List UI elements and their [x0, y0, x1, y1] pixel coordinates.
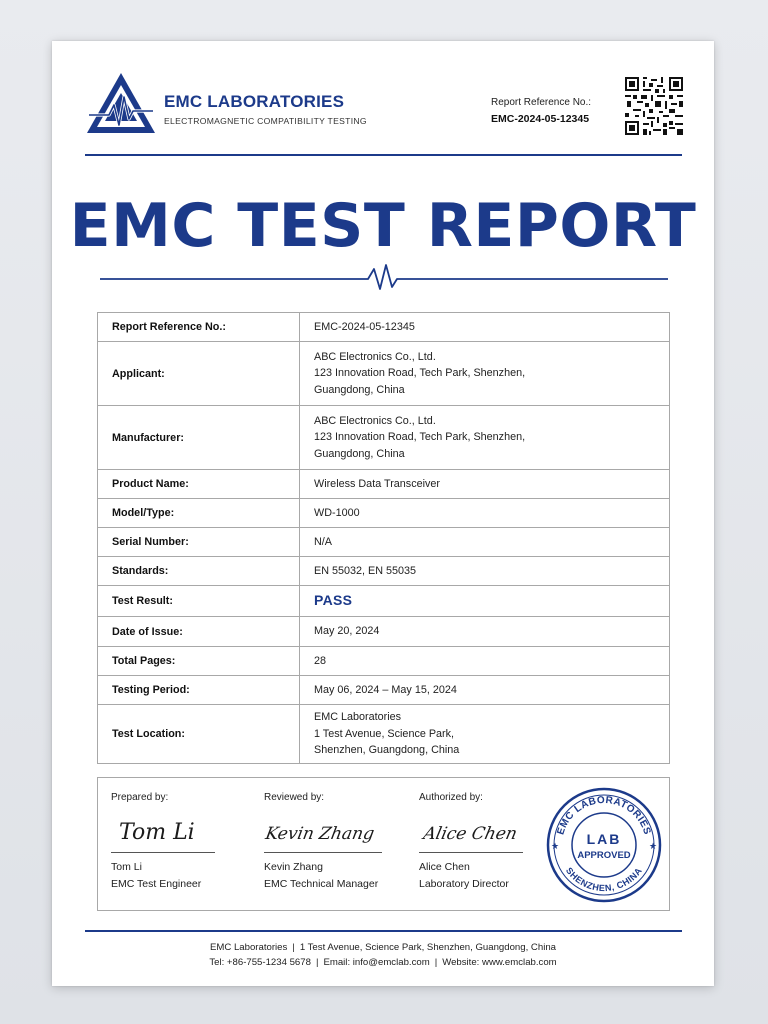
header-divider — [85, 154, 682, 156]
footer-website: Website: www.emclab.com — [442, 957, 557, 968]
field-value: 28 — [300, 647, 670, 676]
table-row — [98, 342, 670, 406]
field-value: N/A — [300, 528, 670, 557]
field-value: WD-1000 — [300, 499, 670, 528]
field-value: EN 55032, EN 55035 — [300, 557, 670, 586]
prepared-signature — [111, 809, 251, 849]
reviewed-signature — [264, 809, 404, 849]
preparer-role: EMC Test Engineer — [111, 878, 202, 890]
table-row — [98, 647, 670, 676]
svg-text:APPROVED: APPROVED — [577, 850, 631, 861]
field-value — [300, 586, 670, 617]
authorizer-role: Laboratory Director — [419, 878, 509, 890]
authorized-by-block — [419, 792, 559, 890]
field-value: May 20, 2024 — [300, 617, 670, 647]
header-ref-label: Report Reference No.: — [491, 97, 592, 108]
field-label: Manufacturer: — [98, 406, 300, 470]
table-row — [98, 470, 670, 499]
table-row — [98, 406, 670, 470]
reviewer-role: EMC Technical Manager — [264, 878, 379, 890]
svg-text:★: ★ — [648, 841, 658, 851]
authorized-signature — [419, 809, 559, 849]
field-value: ABC Electronics Co., Ltd. 123 Innovation Road, Tech Park, Shenzhen, Guangdong, China — [300, 406, 670, 470]
prepared-by-label: Prepared by: — [111, 792, 169, 803]
footer-phone: Tel: +86-755-1234 5678 — [209, 957, 311, 968]
svg-text:EMC LABORATORIES: EMC LABORATORIES — [555, 794, 653, 837]
table-row — [98, 528, 670, 557]
signature-line — [111, 852, 215, 853]
footer-address: EMC Laboratories | 1 Test Avenue, Science Park, Shenzhen, Guangdong, China — [209, 942, 557, 953]
lab-logo-icon — [85, 71, 157, 135]
field-value: Wireless Data Transceiver — [300, 470, 670, 499]
footer-lab-name: EMC Laboratories — [209, 942, 288, 953]
field-label: Serial Number: — [98, 528, 300, 557]
reviewed-by-label: Reviewed by: — [264, 792, 325, 803]
field-label: Test Location: — [98, 705, 300, 764]
report-title: EMC TEST REPORT — [69, 191, 697, 261]
field-label: Testing Period: — [98, 676, 300, 705]
reviewed-by-block — [264, 792, 404, 890]
field-label: Standards: — [98, 557, 300, 586]
table-row — [98, 313, 670, 342]
field-label: Applicant: — [98, 342, 300, 406]
authorizer-name: Alice Chen — [419, 861, 470, 873]
field-value: EMC-2024-05-12345 — [300, 313, 670, 342]
table-row — [98, 676, 670, 705]
field-label: Date of Issue: — [98, 617, 300, 647]
table-row — [98, 557, 670, 586]
prepared-by-block — [111, 792, 251, 890]
footer-address-text: 1 Test Avenue, Science Park, Shenzhen, Guangdong, China — [299, 942, 557, 953]
svg-text:LAB: LAB — [586, 831, 622, 847]
waveform-divider-icon — [100, 263, 668, 293]
field-value: May 06, 2024 – May 15, 2024 — [300, 676, 670, 705]
table-row — [98, 617, 670, 647]
lab-subtitle: ELECTROMAGNETIC COMPATIBILITY TESTING — [164, 116, 367, 126]
field-label: Test Result: — [98, 586, 300, 617]
qr-code-icon — [625, 77, 683, 135]
table-row — [98, 586, 670, 617]
signature-line — [264, 852, 382, 853]
signature-section — [97, 777, 670, 911]
header-ref-value: EMC-2024-05-12345 — [491, 113, 590, 125]
field-label: Total Pages: — [98, 647, 300, 676]
footer-contacts: Tel: +86-755-1234 5678 | Email: info@emclab.com | Website: www.emclab.com — [209, 957, 557, 968]
lab-approved-seal-icon — [545, 786, 663, 904]
report-page — [52, 41, 714, 986]
footer-email: Email: info@emclab.com — [323, 957, 430, 968]
signature-line — [419, 852, 523, 853]
table-row — [98, 705, 670, 764]
svg-text:Kevin Zhang: Kevin Zhang — [264, 824, 376, 844]
table-row — [98, 499, 670, 528]
field-label: Product Name: — [98, 470, 300, 499]
field-value: ABC Electronics Co., Ltd. 123 Innovation Road, Tech Park, Shenzhen, Guangdong, China — [300, 342, 670, 406]
authorized-by-label: Authorized by: — [419, 792, 483, 803]
footer-divider — [85, 930, 682, 932]
field-label: Model/Type: — [98, 499, 300, 528]
report-details-table — [97, 312, 670, 764]
svg-text:Tom Li: Tom Li — [119, 820, 195, 845]
svg-text:★: ★ — [550, 841, 560, 851]
reviewer-name: Kevin Zhang — [264, 861, 323, 873]
test-result-badge: PASS — [314, 591, 353, 608]
preparer-name: Tom Li — [111, 861, 142, 873]
lab-name: EMC LABORATORIES — [164, 92, 345, 111]
field-label: Report Reference No.: — [98, 313, 300, 342]
field-value: EMC Laboratories 1 Test Avenue, Science Park, Shenzhen, Guangdong, China — [300, 705, 670, 764]
svg-text:SHENZHEN, CHINA: SHENZHEN, CHINA — [563, 865, 645, 894]
svg-text:Alice Chen: Alice Chen — [421, 824, 519, 844]
